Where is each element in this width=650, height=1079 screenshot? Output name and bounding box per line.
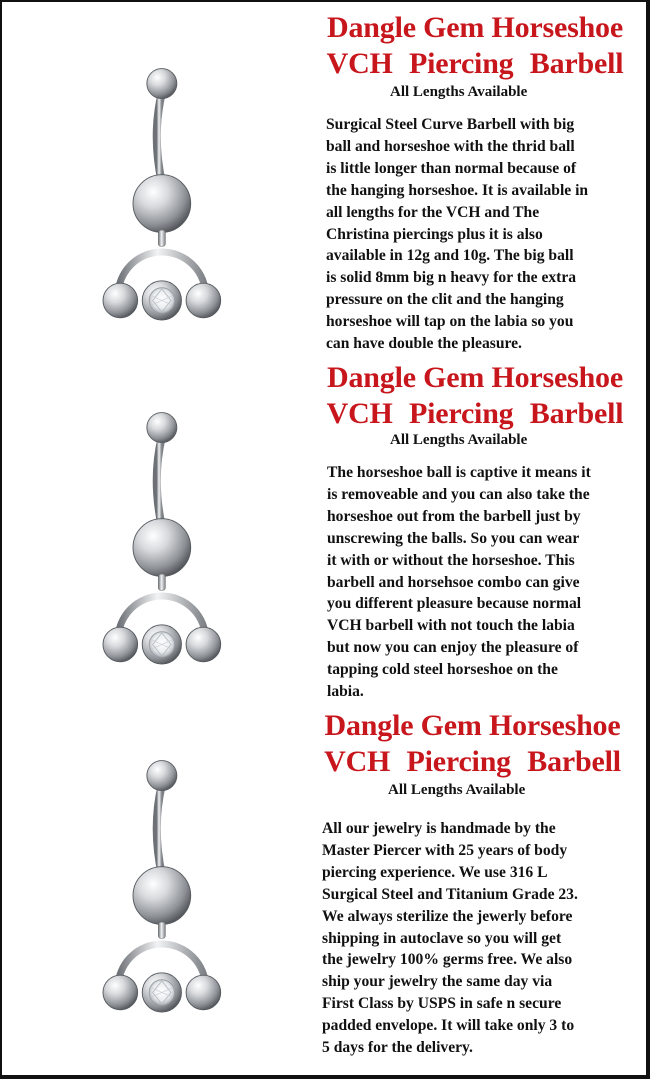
description-line: is solid 8mm big n heavy for the extra: [326, 269, 577, 287]
description-line: shipping in autoclave so you will get: [322, 929, 562, 947]
description-line: ball and horseshoe with the thrid ball: [326, 137, 575, 155]
product-title-line-1: Dangle Gem Horseshoe: [324, 709, 621, 742]
description-line: We always sterilize the jewerly before: [322, 907, 573, 925]
horseshoe-barbell-image: [88, 402, 238, 670]
description-line: First Class by USPS in safe n secure: [322, 995, 562, 1013]
description-line: available in 12g and 10g. The big ball: [326, 247, 574, 265]
description-line: can have double the pleasure.: [326, 335, 522, 353]
description-line: all lengths for the VCH and The: [326, 203, 540, 221]
description-line: the hanging horseshoe. It is available in: [326, 181, 589, 199]
product-title: [312, 10, 638, 82]
description-line: All our jewelry is handmade by the: [322, 820, 556, 837]
description-line: unscrewing the balls. So you can wear: [327, 529, 580, 547]
product-title-line-1: Dangle Gem Horseshoe: [327, 361, 623, 394]
product-title-line-2: VCH Piercing Barbell: [326, 47, 624, 80]
description-line: Surgical Steel and Titanium Grade 23.: [322, 885, 578, 903]
product-title: [307, 708, 638, 780]
lengths-subtitle: All Lengths Available: [388, 782, 526, 798]
description-line: labia.: [327, 683, 364, 701]
description-line: the jewelry 100% germs free. We also: [322, 951, 573, 969]
description-line: piercing experience. We use 316 L: [322, 863, 548, 881]
description-line: horseshoe out from the barbell just by: [327, 507, 581, 525]
description-line: is removeable and you can also take the: [327, 485, 590, 503]
horseshoe-barbell-image: [88, 750, 238, 1018]
lengths-subtitle: All Lengths Available: [390, 84, 528, 100]
description-line: you different pleasure because normal: [327, 595, 582, 613]
description-line: The horseshoe ball is captive it means it: [327, 464, 591, 481]
description-line: tapping cold steel horseshoe on the: [327, 661, 558, 679]
product-description: [326, 114, 638, 355]
lengths-subtitle: All Lengths Available: [390, 432, 528, 448]
horseshoe-barbell-image: [88, 58, 238, 326]
product-title: [312, 360, 638, 432]
description-line: horseshoe will tap on the labia so you: [326, 313, 574, 331]
description-line: Master Piercer with 25 years of body: [322, 841, 568, 859]
description-line: VCH barbell with not touch the labia: [327, 617, 575, 635]
product-title-line-1: Dangle Gem Horseshoe: [327, 11, 623, 44]
description-line: pressure on the clit and the hanging: [326, 291, 564, 309]
description-line: Christina piercings plus it is also: [326, 225, 543, 243]
product-title-line-2: VCH Piercing Barbell: [324, 745, 621, 778]
description-line: 5 days for the delivery.: [322, 1039, 473, 1057]
description-line: ship your jewelry the same day via: [322, 973, 553, 991]
description-line: is little longer than normal because of: [326, 159, 577, 177]
description-line: padded envelope. It will take only 3 to: [322, 1017, 575, 1035]
description-line: barbell and horsehsoe combo can give: [327, 573, 580, 591]
description-line: Surgical Steel Curve Barbell with big: [326, 116, 575, 133]
product-description: [322, 818, 632, 1059]
product-description: [327, 462, 643, 703]
product-title-line-2: VCH Piercing Barbell: [326, 397, 624, 430]
description-line: it with or without the horseshoe. This: [327, 551, 575, 569]
description-line: but now you can enjoy the pleasure of: [327, 639, 579, 657]
